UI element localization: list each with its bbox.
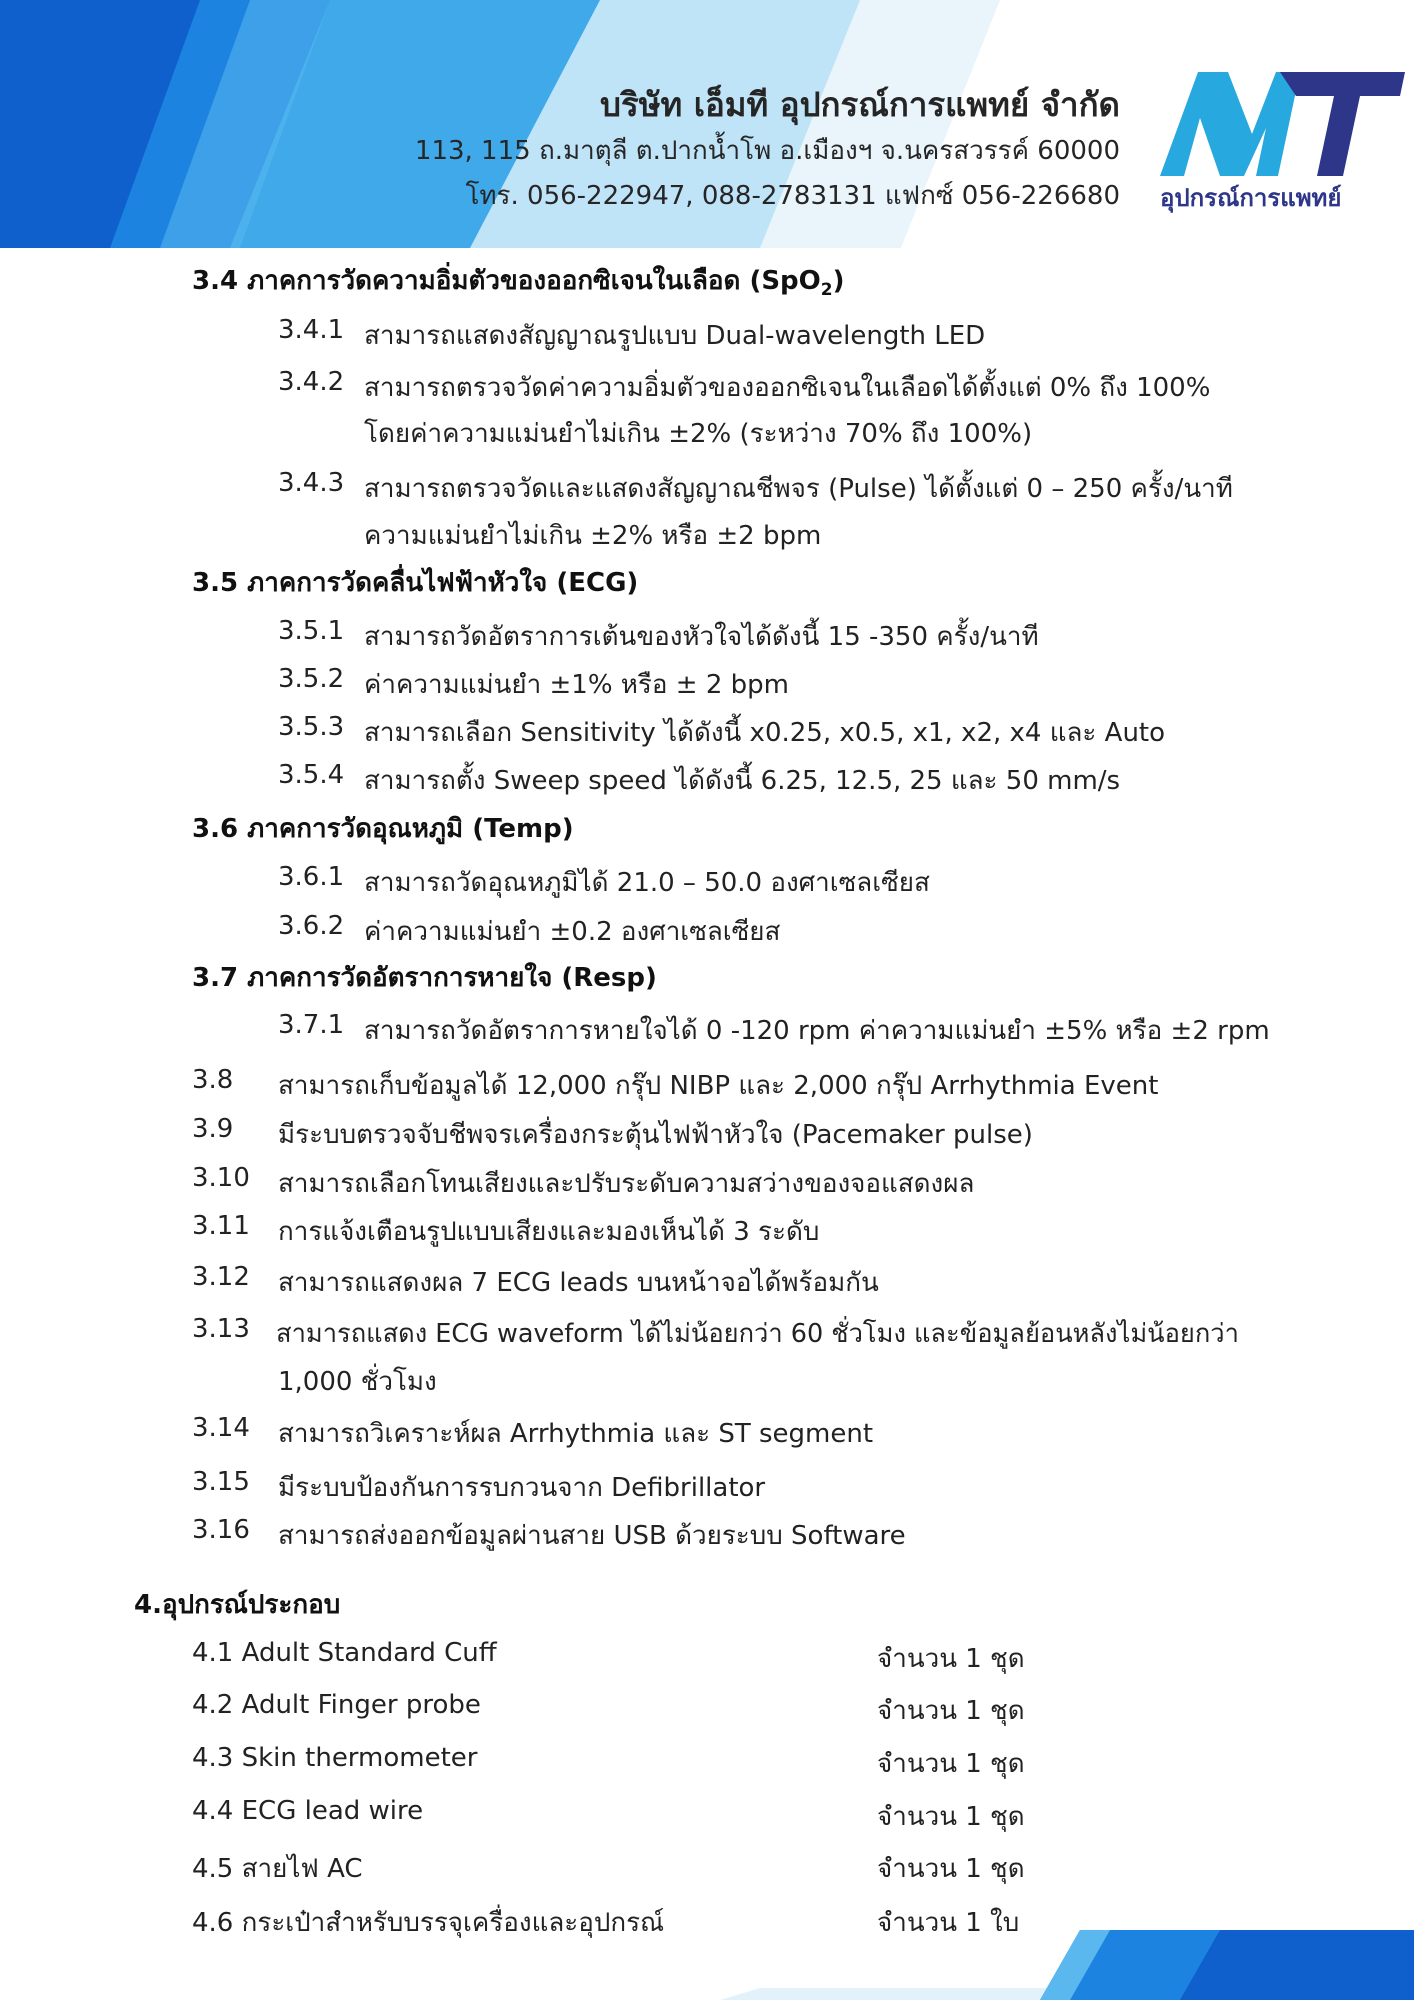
item-number: 3.16 (192, 1515, 250, 1545)
accessory-name: 4.4 ECG lead wire (192, 1796, 424, 1826)
accessory-name: 4.2 Adult Finger probe (192, 1690, 481, 1720)
item-number: 3.5.2 (278, 664, 345, 694)
item-text: มีระบบป้องกันการรบกวนจาก Defibrillator (278, 1473, 766, 1503)
accessory-qty: จำนวน 1 ใบ (877, 1908, 1020, 1938)
accessory-qty: จำนวน 1 ชุด (877, 1644, 1025, 1674)
item-number: 3.4.1 (278, 315, 345, 345)
item-number: 3.13 (192, 1314, 250, 1344)
item-number: 3.5.3 (278, 712, 345, 742)
section-3-6-heading: 3.6 ภาคการวัดอุณหภูมิ (Temp) (192, 814, 574, 844)
footer-banner (0, 1930, 1414, 2000)
item-text: สามารถวัดอุณหภูมิได้ 21.0 – 50.0 องศาเซลเซียส (364, 868, 930, 898)
item-number: 3.8 (192, 1065, 234, 1095)
heading-text: 3.4 ภาคการวัดความอิ่มตัวของออกซิเจนในเลือด (SpO (192, 266, 821, 296)
company-address: 113, 115 ถ.มาตุลี ต.ปากน้ำโพ อ.เมืองฯ จ.นครสวรรค์ 60000 (414, 136, 1120, 166)
item-text: สามารถแสดงสัญญาณรูปแบบ Dual-wavelength LED (364, 321, 986, 351)
item-number: 3.9 (192, 1114, 234, 1144)
item-number: 3.11 (192, 1211, 250, 1241)
accessory-name: 4.5 สายไฟ AC (192, 1854, 363, 1884)
item-text: สามารถแสดง ECG waveform ได้ไม่น้อยกว่า 60 ชั่วโมง และข้อมูลย้อนหลังไม่น้อยกว่า (276, 1319, 1239, 1349)
item-text: การแจ้งเตือนรูปแบบเสียงและมองเห็นได้ 3 ระดับ (278, 1217, 820, 1247)
company-name: บริษัท เอ็มที อุปกรณ์การแพทย์ จำกัด (600, 85, 1120, 124)
section-3-7-heading: 3.7 ภาคการวัดอัตราการหายใจ (Resp) (192, 963, 657, 993)
item-text: สามารถตรวจวัดและแสดงสัญญาณชีพจร (Pulse) ได้ตั้งแต่ 0 – 250 ครั้ง/นาที (364, 474, 1233, 504)
accessory-name: 4.3 Skin thermometer (192, 1743, 478, 1773)
section-3-5-heading: 3.5 ภาคการวัดคลื่นไฟฟ้าหัวใจ (ECG) (192, 568, 639, 598)
item-number: 3.10 (192, 1163, 250, 1193)
company-phone: โทร. 056-222947, 088-2783131 แฟกซ์ 056-226680 (465, 181, 1120, 211)
mt-logo (1160, 72, 1405, 176)
item-text: สามารถวิเคราะห์ผล Arrhythmia และ ST segment (278, 1419, 874, 1449)
item-text: โดยค่าความแม่นยำไม่เกิน ±2% (ระหว่าง 70% ถึง 100%) (364, 419, 1033, 449)
item-text: สามารถเก็บข้อมูลได้ 12,000 กรุ๊ป NIBP และ 2,000 กรุ๊ป Arrhythmia Event (278, 1071, 1159, 1101)
item-text: สามารถแสดงผล 7 ECG leads บนหน้าจอได้พร้อมกัน (278, 1268, 879, 1298)
heading-suffix: ) (832, 266, 845, 296)
item-text: มีระบบตรวจจับชีพจรเครื่องกระตุ้นไฟฟ้าหัวใจ (Pacemaker pulse) (278, 1120, 1033, 1150)
item-number: 3.5.4 (278, 760, 345, 790)
item-number: 3.7.1 (278, 1010, 345, 1040)
item-text: ความแม่นยำไม่เกิน ±2% หรือ ±2 bpm (364, 521, 822, 551)
accessory-name: 4.1 Adult Standard Cuff (192, 1638, 497, 1668)
item-text: สามารถเลือกโทนเสียงและปรับระดับความสว่างของจอแสดงผล (278, 1169, 975, 1199)
accessory-qty: จำนวน 1 ชุด (877, 1749, 1025, 1779)
accessory-name: 4.6 กระเป๋าสำหรับบรรจุเครื่องและอุปกรณ์ (192, 1908, 665, 1938)
item-text: สามารถเลือก Sensitivity ได้ดังนี้ x0.25, x0.5, x1, x2, x4 และ Auto (364, 718, 1166, 748)
item-number: 3.5.1 (278, 616, 345, 646)
item-text: สามารถตั้ง Sweep speed ได้ดังนี้ 6.25, 12.5, 25 และ 50 mm/s (364, 766, 1121, 796)
item-number: 3.14 (192, 1413, 250, 1443)
item-number: 3.4.3 (278, 468, 345, 498)
item-number: 3.15 (192, 1467, 250, 1497)
item-text: สามารถวัดอัตราการหายใจได้ 0 -120 rpm ค่าความแม่นยำ ±5% หรือ ±2 rpm (364, 1016, 1270, 1046)
section-3-4-heading (192, 260, 845, 301)
item-text: ค่าความแม่นยำ ±0.2 องศาเซลเซียส (364, 917, 781, 947)
item-text: 1,000 ชั่วโมง (278, 1367, 437, 1397)
item-text: สามารถตรวจวัดค่าความอิ่มตัวของออกซิเจนในเลือดได้ตั้งแต่ 0% ถึง 100% (364, 373, 1211, 403)
accessory-qty: จำนวน 1 ชุด (877, 1696, 1025, 1726)
section-4-heading: 4.อุปกรณ์ประกอบ (134, 1590, 341, 1620)
accessory-qty: จำนวน 1 ชุด (877, 1854, 1025, 1884)
heading-subscript: 2 (820, 280, 833, 301)
item-number: 3.6.1 (278, 862, 345, 892)
item-number: 3.4.2 (278, 367, 345, 397)
item-text: ค่าความแม่นยำ ±1% หรือ ± 2 bpm (364, 670, 789, 700)
logo-subtitle: อุปกรณ์การแพทย์ (1160, 184, 1342, 212)
item-number: 3.12 (192, 1262, 250, 1292)
item-text: สามารถวัดอัตราการเต้นของหัวใจได้ดังนี้ 15 -350 ครั้ง/นาที (364, 622, 1039, 652)
accessory-qty: จำนวน 1 ชุด (877, 1802, 1025, 1832)
item-number: 3.6.2 (278, 911, 345, 941)
item-text: สามารถส่งออกข้อมูลผ่านสาย USB ด้วยระบบ Software (278, 1521, 906, 1551)
